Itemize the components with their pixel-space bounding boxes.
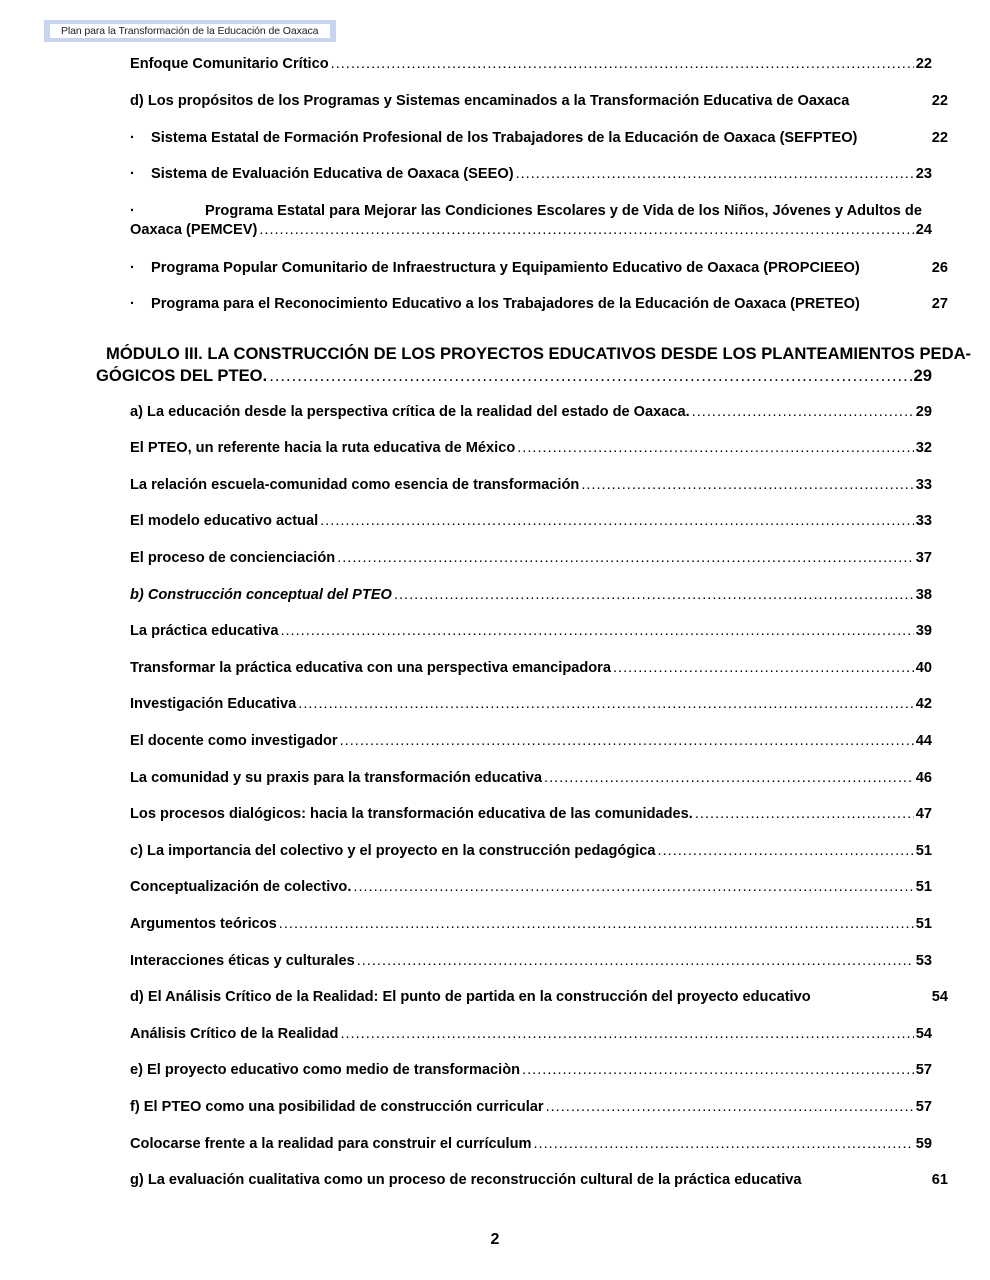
running-header xyxy=(44,20,336,42)
toc-entry-page: 59 xyxy=(915,1136,932,1152)
toc-entry[interactable] xyxy=(130,770,932,786)
toc-entry-title: Análisis Crítico de la Realidad xyxy=(130,1026,339,1042)
toc-entry[interactable] xyxy=(130,56,932,72)
toc-leader-dots xyxy=(340,733,914,749)
bullet-icon: · xyxy=(130,166,135,182)
toc-entry[interactable] xyxy=(130,696,932,712)
toc-entry-title: Programa Popular Comunitario de Infraestructura y Equipamiento Educativo de Oaxaca (PROPCIEEO) xyxy=(151,260,860,276)
toc-entry-page: 51 xyxy=(915,879,932,895)
toc-entry-page: 53 xyxy=(915,953,932,969)
toc-entry-title: El docente como investigador xyxy=(130,733,338,749)
bullet-icon: · xyxy=(130,130,135,146)
toc-leader-dots xyxy=(337,550,914,566)
toc-entry-title: Colocarse frente a la realidad para construir el currículum xyxy=(130,1136,532,1152)
toc-entry-title: Programa para el Reconocimiento Educativo a los Trabajadores de la Educación de Oaxaca (PRETEO) xyxy=(151,296,860,312)
toc-entry-title: El PTEO, un referente hacia la ruta educativa de México xyxy=(130,440,516,456)
toc-entry-page: 44 xyxy=(915,733,932,749)
toc-leader-dots xyxy=(695,806,914,822)
toc-leader-dots xyxy=(259,222,913,238)
toc-entry[interactable] xyxy=(130,587,932,603)
toc-entry-title-continued: Oaxaca (PEMCEV) xyxy=(130,222,258,238)
toc-leader-dots xyxy=(516,166,914,182)
toc-module-title: MÓDULO III. LA CONSTRUCCIÓN DE LOS PROYECTOS EDUCATIVOS DESDE LOS PLANTEAMIENTOS PEDA- xyxy=(106,344,972,363)
toc-entry-title: Programa Estatal para Mejorar las Condiciones Escolares y de Vida de los Niños, Jóvenes y Adultos de xyxy=(205,203,922,219)
toc-entry-title: Transformar la práctica educativa con una perspectiva emancipadora xyxy=(130,660,611,676)
bullet-icon: · xyxy=(130,260,135,276)
toc-entry[interactable] xyxy=(130,623,932,639)
toc-entry[interactable] xyxy=(130,989,948,1005)
toc-entry-title: g) La evaluación cualitativa como un proceso de reconstrucción cultural de la práctica educativa xyxy=(130,1172,802,1188)
toc-leader-dots xyxy=(280,623,913,639)
toc-entry[interactable] xyxy=(130,550,932,566)
toc-module-heading[interactable] xyxy=(96,344,972,386)
toc-entry[interactable] xyxy=(130,296,948,312)
toc-leader-dots xyxy=(522,1062,914,1078)
toc-leader-dots xyxy=(340,1026,913,1042)
toc-entry-title: Sistema Estatal de Formación Profesional de los Trabajadores de la Educación de Oaxaca (SEFPTEO) xyxy=(151,130,858,146)
toc-leader-dots xyxy=(533,1136,913,1152)
toc-entry-page: 42 xyxy=(915,696,932,712)
toc-entry-page: 29 xyxy=(915,404,932,420)
toc-entry-page: 27 xyxy=(931,296,948,312)
toc-entry[interactable] xyxy=(130,843,932,859)
toc-entry-title: Argumentos teóricos xyxy=(130,916,277,932)
toc-entry-page: 40 xyxy=(915,660,932,676)
toc-entry-page: 38 xyxy=(915,587,932,603)
toc-entry-page: 51 xyxy=(915,916,932,932)
toc-leader-dots xyxy=(581,477,913,493)
toc-entry-page: 32 xyxy=(915,440,932,456)
toc-entry[interactable] xyxy=(130,477,932,493)
page-number: 2 xyxy=(490,1231,500,1248)
toc-entry[interactable] xyxy=(130,1099,932,1115)
toc-entry-page: 54 xyxy=(931,989,948,1005)
toc-leader-dots xyxy=(394,587,914,603)
toc-entry[interactable] xyxy=(130,806,932,822)
toc-leader-dots xyxy=(298,696,914,712)
toc-entry-title: El modelo educativo actual xyxy=(130,513,319,529)
toc-entry-page: 57 xyxy=(915,1099,932,1115)
toc-entry[interactable] xyxy=(130,1026,932,1042)
toc-entry-title: Los procesos dialógicos: hacia la transformación educativa de las comunidades. xyxy=(130,806,693,822)
toc-entry-title: Conceptualización de colectivo. xyxy=(130,879,352,895)
toc-entry-title: f) El PTEO como una posibilidad de construcción curricular xyxy=(130,1099,544,1115)
toc-entry-title: d) El Análisis Crítico de la Realidad: El punto de partida en la construcción del proyecto educativo xyxy=(130,989,811,1005)
toc-entry[interactable] xyxy=(130,166,932,182)
toc-entry-title: La comunidad y su praxis para la transformación educativa xyxy=(130,770,543,786)
toc-entry[interactable] xyxy=(130,953,932,969)
toc-entry[interactable] xyxy=(130,916,932,932)
toc-leader-dots xyxy=(269,366,911,386)
toc-entry-page: 22 xyxy=(931,93,948,109)
toc-entry[interactable] xyxy=(130,1136,932,1152)
toc-entry-page: 23 xyxy=(915,166,932,182)
toc-entry-page: 26 xyxy=(931,260,948,276)
toc-entry[interactable] xyxy=(130,260,948,276)
toc-entry-page: 61 xyxy=(931,1172,948,1188)
toc-entry-title: e) El proyecto educativo como medio de transformaciòn xyxy=(130,1062,521,1078)
toc-entry-page: 57 xyxy=(915,1062,932,1078)
toc-leader-dots xyxy=(331,56,914,72)
toc-entry-page: 37 xyxy=(915,550,932,566)
toc-entry-page: 22 xyxy=(915,56,932,72)
toc-entry-page: 22 xyxy=(931,130,948,146)
toc-entry-title: El proceso de concienciación xyxy=(130,550,336,566)
toc-leader-dots xyxy=(692,404,914,420)
toc-entry-title: La relación escuela-comunidad como esencia de transformación xyxy=(130,477,580,493)
toc-entry[interactable] xyxy=(130,1062,932,1078)
toc-module-page: 29 xyxy=(913,366,932,385)
toc-entry-page: 33 xyxy=(915,477,932,493)
toc-entry-title: b) Construcción conceptual del PTEO xyxy=(130,587,392,603)
toc-entry-page: 24 xyxy=(915,222,932,238)
toc-leader-dots xyxy=(320,513,914,529)
toc-entry-title: a) La educación desde la perspectiva crítica de la realidad del estado de Oaxaca. xyxy=(130,404,690,420)
toc-entry[interactable] xyxy=(130,203,932,238)
bullet-icon: · xyxy=(130,296,135,312)
toc-leader-dots xyxy=(546,1099,914,1115)
toc-entry-title: d) Los propósitos de los Programas y Sistemas encaminados a la Transformación Educativa de Oaxaca xyxy=(130,93,850,109)
toc-entry-title: Interacciones éticas y culturales xyxy=(130,953,355,969)
toc-entry-title: La práctica educativa xyxy=(130,623,279,639)
toc-entry-page: 46 xyxy=(915,770,932,786)
toc-entry-title: Enfoque Comunitario Crítico xyxy=(130,56,329,72)
bullet-icon: · xyxy=(130,203,135,219)
running-header-title: Plan para la Transformación de la Educación de Oaxaca xyxy=(61,25,319,37)
toc-leader-dots xyxy=(544,770,914,786)
toc-entry[interactable] xyxy=(130,404,932,420)
toc-leader-dots xyxy=(517,440,914,456)
toc-leader-dots xyxy=(357,953,914,969)
toc-entry[interactable] xyxy=(130,879,932,895)
toc-entry-title: c) La importancia del colectivo y el proyecto en la construcción pedagógica xyxy=(130,843,656,859)
toc-entry[interactable] xyxy=(130,440,932,456)
toc-leader-dots xyxy=(353,879,913,895)
toc-entry-page: 47 xyxy=(915,806,932,822)
toc-entry[interactable] xyxy=(130,513,932,529)
toc-entry-page: 54 xyxy=(915,1026,932,1042)
toc-entry-title: Sistema de Evaluación Educativa de Oaxaca (SEEO) xyxy=(151,166,514,182)
toc-entry[interactable] xyxy=(130,93,948,109)
toc-entry-page: 51 xyxy=(915,843,932,859)
toc-entry[interactable] xyxy=(130,733,932,749)
toc-leader-dots xyxy=(613,660,914,676)
toc-entry[interactable] xyxy=(130,1172,948,1188)
toc-leader-dots xyxy=(658,843,914,859)
toc-entry[interactable] xyxy=(130,130,948,146)
toc-entry[interactable] xyxy=(130,660,932,676)
toc-entry-title: Investigación Educativa xyxy=(130,696,297,712)
toc-module-title-continued: GÓGICOS DEL PTEO. xyxy=(96,366,268,385)
toc-entry-page: 39 xyxy=(915,623,932,639)
toc-entry-page: 33 xyxy=(915,513,932,529)
toc-leader-dots xyxy=(279,916,914,932)
